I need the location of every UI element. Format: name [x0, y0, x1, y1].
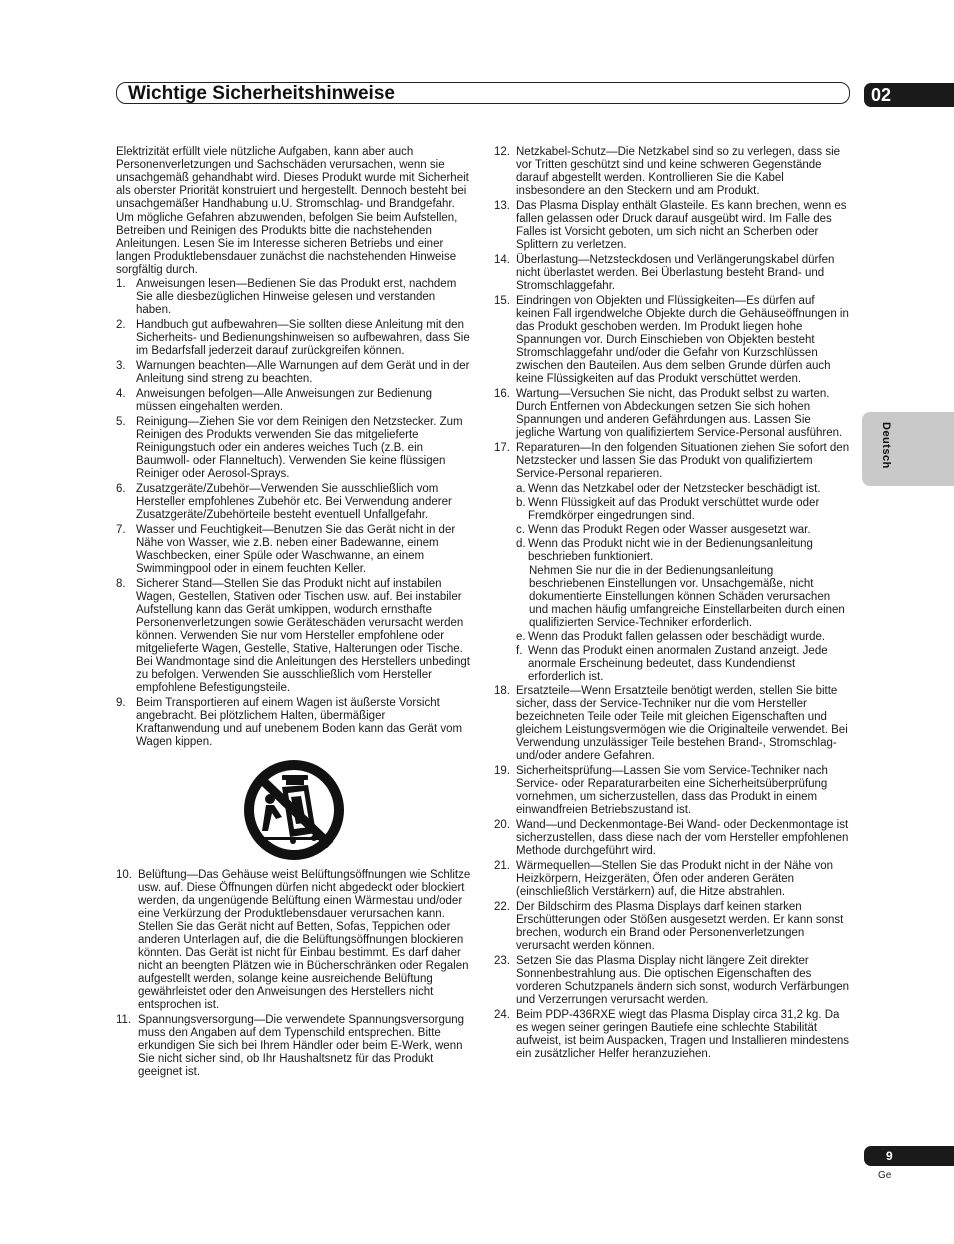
language-label: Deutsch [880, 422, 892, 469]
item-text: Sicherer Stand—Stellen Sie das Produkt nicht auf instabilen Wagen, Gestellen, Stativen oder Tischen usw. auf. Bei instabiler Aufstellung kann das Gerät umkippen, wodurch ernsthafte Personenverletzungen sowie Geräteschäden verursacht werden können. Verwenden Sie nur vom Hersteller empfohlene oder mitgelieferte Wagen, Gestelle, Stative, Halterungen oder Tische. Bei Wandmontage sind die Anleitungen des Herstellers unbedingt zu befolgen. Verwenden Sie ausschließlich vom Hersteller empfohlene Befestigungsteile. [136, 578, 470, 694]
sub-item [516, 497, 850, 523]
cart-warning-figure [116, 757, 472, 863]
list-item [116, 697, 472, 749]
list-item [494, 295, 850, 386]
list-item [494, 860, 850, 899]
chapter-tab: 02 [864, 83, 954, 107]
sub-item-text: Wenn das Produkt einen anormalen Zustand anzeigt. Jede anormale Erscheinung bedeutet, dass Kundendienst erforderlich ist. [528, 645, 828, 683]
list-item [494, 901, 850, 953]
sub-item-label: f. [516, 645, 523, 657]
item17-sublist-continued [494, 631, 850, 684]
sub-item-text: Wenn das Produkt Regen oder Wasser ausgesetzt war. [528, 524, 811, 536]
item-number: 9. [116, 697, 126, 709]
sub-item-text: Wenn Flüssigkeit auf das Produkt verschüttet wurde oder Fremdkörper eingedrungen sind. [528, 497, 820, 522]
intro-text [116, 146, 472, 277]
list-item [494, 819, 850, 858]
list-item [494, 955, 850, 1007]
item-text: Wärmequellen—Stellen Sie das Produkt nicht in der Nähe von Heizkörpern, Heizgeräten, Öfen oder anderen Geräten (einschließlich Verstärkern) auf, die Hitze abstrahlen. [516, 860, 834, 898]
item-number: 15. [494, 295, 510, 307]
sub-item-label: d. [516, 538, 526, 550]
cart-tip-warning-icon [238, 757, 350, 863]
item-text: Handbuch gut aufbewahren—Sie sollten diese Anleitung mit den Sicherheits- und Bedienungshinweisen so aufbewahren, dass Sie im Bedarfsfall jederzeit darauf zurückgreifen können. [136, 319, 470, 357]
item17-sublist [494, 483, 850, 564]
sub-item [516, 483, 850, 496]
item-text: Beim Transportieren auf einem Wagen ist äußerste Vorsicht angebracht. Bei plötzlichem Halten, übermäßiger Kraftanwendung und auf unebenem Boden kann das Gerät vom Wagen kippen. [136, 697, 463, 748]
sub-item-label: a. [516, 483, 526, 495]
item-number: 23. [494, 955, 510, 967]
item-number: 4. [116, 388, 126, 400]
item-text: Spannungsversorgung—Die verwendete Spannungsversorgung muss den Angaben auf dem Typenschild entsprechen. Bitte erkundigen Sie sich bei Ihrem Händler oder beim E-Werk, wenn Sie nicht sicher sind, ob Ihr Haushaltsnetz für das Produkt geeignet ist. [138, 1014, 465, 1078]
item-number: 21. [494, 860, 510, 872]
item-text: Zusatzgeräte/Zubehör—Verwenden Sie ausschließlich vom Hersteller empfohlenes Zubehör etc. Bei Verwendung anderer Zusatzgeräte/Zubehörteile besteht eventuell Unfallgefahr. [136, 483, 452, 521]
page-title: Wichtige Sicherheitshinweise [128, 83, 395, 104]
sub-item-text: Wenn das Produkt nicht wie in der Bedienungsanleitung beschrieben funktioniert. [528, 538, 813, 563]
item-text: Wartung—Versuchen Sie nicht, das Produkt selbst zu warten. Durch Entfernen von Abdeckungen setzen Sie sich hohen Spannungen und anderen Gefährdungen aus. Lassen Sie jegliche Wartung von qualifiziertem Service-Personal ausführen. [516, 388, 843, 439]
item-number: 16. [494, 388, 510, 400]
item-text: Überlastung—Netzsteckdosen und Verlängerungskabel dürfen nicht überlastet werden. Bei Überlastung besteht Brand- und Stromschlaggefahr. [516, 254, 835, 292]
page-number: 9 [864, 1146, 954, 1166]
item-text: Setzen Sie das Plasma Display nicht längere Zeit direkter Sonnenbestrahlung aus. Die optischen Eigenschaften des vorderen Schutzpanels ändern sich sonst, wodurch Verfärbungen und Verzerrungen verursacht werden. [516, 955, 850, 1006]
item-number: 13. [494, 200, 510, 212]
item-number: 20. [494, 819, 510, 831]
list-item [494, 1009, 850, 1061]
list-item [494, 442, 850, 481]
list-item [116, 1014, 472, 1079]
item-number: 1. [116, 278, 126, 290]
sub-item-label: b. [516, 497, 526, 509]
item-text: Wasser und Feuchtigkeit—Benutzen Sie das Gerät nicht in der Nähe von Wasser, wie z.B. neben einer Badewanne, einem Waschbecken, einer Spüle oder Waschwanne, an einem Swimmingpool oder in einem feuchten Keller. [136, 524, 456, 575]
list-item [116, 578, 472, 695]
list-item [116, 360, 472, 386]
list-item [116, 483, 472, 522]
safety-list-right-continued [494, 685, 850, 1061]
item-number: 17. [494, 442, 510, 454]
item-number: 24. [494, 1009, 510, 1021]
item-number: 22. [494, 901, 510, 913]
item-number: 19. [494, 765, 510, 777]
item-number: 8. [116, 578, 126, 590]
list-item [494, 685, 850, 763]
item-text: Beim PDP-436RXE wiegt das Plasma Display circa 31,2 kg. Da es wegen seiner geringen Bautiefe eine schlechte Stabilität aufweist, ist beim Auspacken, Tragen und Installieren mindestens ein zusätzlicher Helfer heranzuziehen. [516, 1009, 850, 1060]
item-text: Reinigung—Ziehen Sie vor dem Reinigen den Netzstecker. Zum Reinigen des Produkts verwenden Sie das mitgelieferte Reinigungstuch oder ein anderes weiches Tuch (z.B. ein Baumwoll- oder Flanneltuch). Verwenden Sie keine flüssigen Reiniger oder Aerosol-Sprays. [136, 416, 463, 480]
left-column [116, 146, 472, 1081]
item-text: Anweisungen lesen—Bedienen Sie das Produkt erst, nachdem Sie alle diesbezüglichen Hinweise gelesen und verstanden haben. [136, 278, 457, 316]
sub-item [516, 645, 850, 684]
page-language-code: Ge [878, 1170, 892, 1181]
item-text: Warnungen beachten—Alle Warnungen auf dem Gerät und in der Anleitung sind streng zu beachten. [136, 360, 470, 385]
sub-item [516, 524, 850, 537]
list-item [116, 869, 472, 1012]
list-item [494, 765, 850, 817]
item-text: Sicherheitsprüfung—Lassen Sie vom Service-Techniker nach Service- oder Reparaturarbeiten eine Sicherheitsüberprüfung vornehmen, um sicherzustellen, dass das Produkt in einem einwandfreien Betriebszustand ist. [516, 765, 828, 816]
item-text: Netzkabel-Schutz—Die Netzkabel sind so zu verlegen, dass sie vor Tritten geschützt sind und keine schweren Gegenstände darauf abgestellt werden. Kontrollieren Sie die Kabel insbesondere an den Steckern und am Produkt. [516, 146, 841, 197]
item-number: 14. [494, 254, 510, 266]
item17-d-note: Nehmen Sie nur die in der Bedienungsanleitung beschriebenen Einstellungen vor. Unsachgemäße, nicht dokumentierte Einstellungen können Schäden verursachen und machen häufig umfangreiche Einstellarbeiten durch einen qualifizierten Service-Techniker erforderlich. [529, 565, 845, 629]
item-text: Reparaturen—In den folgenden Situationen ziehen Sie sofort den Netzstecker und lassen Sie das Produkt von qualifiziertem Service-Personal reparieren. [516, 442, 850, 480]
list-item [116, 524, 472, 576]
list-item [494, 388, 850, 440]
sub-item-text: Wenn das Netzkabel oder der Netzstecker beschädigt ist. [528, 483, 821, 495]
safety-list-right [494, 146, 850, 481]
intro-paragraph: Um mögliche Gefahren abzuwenden, befolgen Sie beim Aufstellen, Betreiben und Reinigen des Produkts bitte die nachstehenden Anleitungen. Lesen Sie im Interesse sicheren Betriebs und einer langen Produktlebensdauer zunächst die nachstehenden Hinweise sorgfältig durch. [116, 212, 458, 276]
item-number: 11. [116, 1014, 132, 1026]
item-number: 18. [494, 685, 510, 697]
list-item [116, 319, 472, 358]
item-number: 10. [116, 869, 132, 881]
item-text: Belüftung—Das Gehäuse weist Belüftungsöffnungen wie Schlitze usw. auf. Diese Öffnungen dürfen nicht abgedeckt oder blockiert werden, da ungenügende Belüftung einen Wärmestau und/oder eine Verkürzung der Produktlebensdauer verursachen kann. Stellen Sie das Gerät nicht auf Betten, Sofas, Teppichen oder anderen Unterlagen auf, die die Belüftungsöffnungen blockieren könnten. Das Gerät ist nicht für Einbau bestimmt. Es darf daher nicht an beengten Plätzen wie in Bücherschränken oder Regalen aufgestellt werden, solange keine ausreichende Belüftung gewährleistet oder den Anweisungen des Herstellers nicht entsprochen ist. [138, 869, 471, 1011]
list-item [494, 200, 850, 252]
item-text: Wand—und Deckenmontage-Bei Wand- oder Deckenmontage ist sicherzustellen, dass diese nach der vom Hersteller empfohlenen Methode durchgeführt wird. [516, 819, 849, 857]
safety-list-left-continued [116, 869, 472, 1079]
list-item [116, 416, 472, 481]
sub-item [516, 631, 850, 644]
list-item [116, 388, 472, 414]
intro-paragraph: Elektrizität erfüllt viele nützliche Aufgaben, kann aber auch Personenverletzungen und Sachschäden verursachen, wenn sie unsachgemäß gehandhabt wird. Dieses Produkt wurde mit Sicherheit als oberster Priorität konstruiert und hergestellt. Dennoch besteht bei unsachgemäßer Handhabung u.U. Stromschlag- und Brandgefahr. [116, 146, 469, 210]
list-item [116, 278, 472, 317]
item-number: 6. [116, 483, 126, 495]
item-number: 12. [494, 146, 510, 158]
list-item [494, 254, 850, 293]
item-text: Das Plasma Display enthält Glasteile. Es kann brechen, wenn es fallen gelassen oder Druck darauf ausgeübt wird. Im Falle des Falles ist Vorsicht geboten, um sich nicht an Scherben oder Splittern zu verletzen. [516, 200, 847, 251]
item-number: 5. [116, 416, 126, 428]
item-text: Ersatzteile—Wenn Ersatzteile benötigt werden, stellen Sie bitte sicher, dass der Service-Techniker nur die vom Hersteller bezeichneten Teile oder Teile mit gleichen Eigenschaften und gleichem Leistungsvermögen wie die Originalteile verwendet. Bei Verwendung unzulässiger Teile bestehen Brand-, Stromschlag- und/oder andere Gefahren. [516, 685, 848, 762]
item-text: Der Bildschirm des Plasma Displays darf keinen starken Erschütterungen oder Stößen ausgesetzt werden. Er kann sonst brechen, wodurch ein Brand oder Personenverletzungen verursacht werden können. [516, 901, 844, 952]
safety-list-left [116, 278, 472, 749]
item-number: 7. [116, 524, 126, 536]
item-text: Anweisungen befolgen—Alle Anweisungen zur Bedienung müssen eingehalten werden. [136, 388, 433, 413]
sub-item-label: c. [516, 524, 525, 536]
language-tab [862, 412, 954, 486]
sub-item [516, 538, 850, 564]
right-column [494, 146, 850, 1063]
item-number: 2. [116, 319, 126, 331]
item-number: 3. [116, 360, 126, 372]
list-item [494, 146, 850, 198]
sub-item-text: Wenn das Produkt fallen gelassen oder beschädigt wurde. [528, 631, 826, 643]
sub-item-label: e. [516, 631, 526, 643]
item-text: Eindringen von Objekten und Flüssigkeiten—Es dürfen auf keinen Fall irgendwelche Objekte durch die Gehäuseöffnungen in das Produkt geschoben werden. Im Produkt liegen hohe Spannungen vor. Durch Einschieben von Objekten besteht Stromschlaggefahr und/oder die Gefahr von Kurzschlüssen zwischen den Bauteilen. Aus dem selben Grunde dürfen auch keine Flüssigkeiten auf das Produkt verschüttet werden. [516, 295, 849, 385]
